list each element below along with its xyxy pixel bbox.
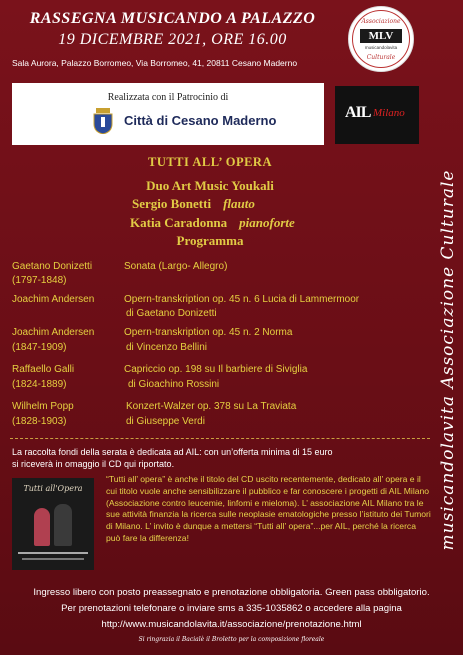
cd-description: “Tutti all’ opera” è anche il titolo del CD uscito recentemente, dedicato all’ opera e il cui titolo vuole anche sensibilizzare il pubblico e far conoscere i progetti di AIL Milano (Associazione contro leucemie, linfomi e mieloma). L’ associazione AIL Milano tra le sue attività finanzia la ricerca sulle neoplasie ematologiche presso l’istituto dei Tumori di Milano. L’ invito è dunque a mettersi “Tutti all’ opera”...per AIL, perché la ricerca può fare la differenza! — [106, 474, 431, 543]
program-work: Sonata (Largo- Allegro) — [124, 261, 228, 272]
side-text: musicandolavita Associazione Culturale — [438, 169, 458, 551]
program-work: Capriccio op. 198 su Il barbiere di Siviglia — [124, 364, 308, 375]
event-title: RASSEGNA MUSICANDO A PALAZZO — [29, 10, 316, 27]
logo-mark: MLV — [360, 29, 402, 43]
footer-thanks: Si ringrazia il Bacialè il Broletto per la composizione floreale — [138, 636, 325, 643]
event-date: 19 DICEMBRE 2021, ORE 16.00 — [58, 31, 287, 48]
cd-cover-figure-pianist — [34, 508, 50, 546]
program-item — [12, 261, 432, 289]
logo-top-text: Associazione — [361, 18, 401, 25]
program-item — [12, 294, 432, 322]
program-years: (1797-1848) — [12, 275, 67, 286]
performer-1-name: Sergio Bonetti — [132, 196, 212, 211]
program-work: Konzert-Walzer op. 378 su La Traviata — [126, 401, 297, 412]
footer-booking-link[interactable]: http://www.musicandolavita.it/associazione/prenotazione.html — [101, 619, 362, 630]
program-composer: Joachim Andersen — [12, 294, 95, 305]
cd-cover-title: Tutti all'Opera — [23, 484, 83, 493]
performer-2 — [130, 215, 295, 231]
performer-2-instrument: pianoforte — [239, 215, 295, 230]
program-work: Opern-transkription op. 45 n. 6 Lucia di Lammermoor — [124, 294, 360, 305]
logo-sub-text: musicandolavita — [364, 45, 398, 50]
program-item — [12, 401, 432, 429]
footer-entry-info: Ingresso libero con posto preassegnato e prenotazione obbligatoria. Green pass obbligatorio. — [33, 587, 430, 598]
patronage-box — [12, 83, 324, 145]
cd-cover-caption-line — [18, 552, 88, 554]
ail-city: Milano — [373, 107, 405, 119]
fundraising-text — [12, 446, 432, 470]
ensemble-name: Duo Art Music Youkali — [146, 178, 274, 193]
patronage-label: Realizzata con il Patrocinio di — [107, 92, 229, 103]
side-vertical-text — [438, 140, 458, 580]
ail-mark: AIL — [345, 104, 371, 121]
venue-address: Sala Aurora, Palazzo Borromeo, Via Borromeo, 41, 20811 Cesano Maderno — [12, 58, 298, 68]
program-item — [12, 327, 432, 355]
program-item — [12, 364, 432, 392]
program-work-author: di Gioachino Rossini — [128, 379, 220, 390]
program-years: (1824-1889) — [12, 379, 67, 390]
cd-cover-figure-flutist — [54, 504, 72, 546]
performer-1 — [132, 196, 255, 212]
fundraising-line2: si riceverà in omaggio il CD qui riportato. — [12, 459, 175, 469]
program-years: (1828-1903) — [12, 416, 67, 427]
performer-1-instrument: flauto — [223, 196, 255, 211]
program-heading: Programma — [176, 233, 244, 248]
separator — [10, 438, 430, 439]
cd-cover-caption-line — [22, 558, 84, 560]
program-work-author: di Giuseppe Verdi — [126, 416, 205, 427]
ail-milano-logo — [335, 86, 419, 144]
program-work-author: di Vincenzo Bellini — [126, 342, 207, 353]
program-years: (1847-1909) — [12, 342, 67, 353]
fundraising-line1: La raccolta fondi della serata è dedicata ad AIL: con un’offerta minima di 15 euro — [12, 447, 333, 457]
program-work-author: di Gaetano Donizetti — [126, 308, 217, 319]
footer-booking-info: Per prenotazioni telefonare o inviare sms a 335-1035862 o accedere alla pagina — [61, 603, 402, 614]
program-work: Opern-transkription op. 45 n. 2 Norma — [124, 327, 293, 338]
logo-bottom-text: Culturale — [366, 54, 396, 61]
program-composer: Raffaello Galli — [12, 364, 75, 375]
program-composer: Wilhelm Popp — [12, 401, 74, 412]
patronage-city: Città di Cesano Maderno — [124, 113, 277, 128]
musicandolavita-logo — [348, 6, 414, 72]
program-composer: Gaetano Donizetti — [12, 261, 93, 272]
performer-2-name: Katia Caradonna — [130, 215, 228, 230]
cd-cover-image — [12, 478, 94, 570]
program-composer: Joachim Andersen — [12, 327, 95, 338]
concert-title: TUTTI ALL’ OPERA — [147, 155, 272, 169]
city-crest-icon — [92, 108, 114, 134]
